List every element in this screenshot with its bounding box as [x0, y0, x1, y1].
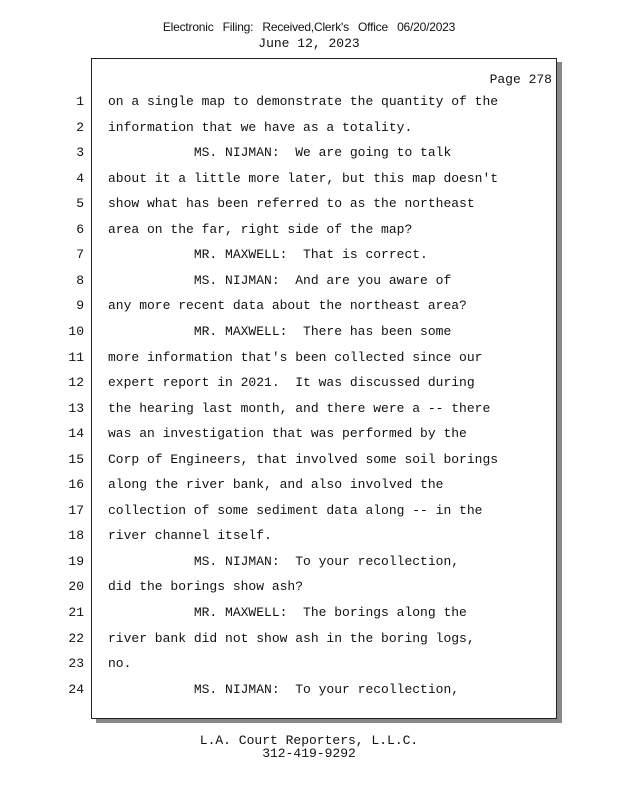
- transcript-line: [0, 273, 560, 293]
- line-number: 8: [76, 272, 84, 288]
- transcript-line: [0, 94, 560, 114]
- line-number: 10: [68, 323, 84, 339]
- transcript-line: [0, 350, 560, 370]
- line-text: MS. NIJMAN: To your recollection,: [108, 681, 460, 697]
- transcript-line: [0, 579, 560, 599]
- line-text: show what has been referred to as the northeast: [108, 196, 475, 212]
- line-text: MR. MAXWELL: That is correct.: [108, 247, 428, 263]
- line-text: the hearing last month, and there were a -- there: [108, 400, 491, 416]
- line-text: Corp of Engineers, that involved some soil borings: [108, 451, 499, 467]
- line-text: was an investigation that was performed by the: [108, 426, 467, 442]
- transcript-line: [0, 503, 560, 523]
- transcript-line: [0, 120, 560, 140]
- transcript-line: [0, 452, 560, 472]
- line-number: 18: [68, 528, 84, 544]
- transcript-line: [0, 477, 560, 497]
- line-number: 11: [68, 349, 84, 365]
- transcript-line: [0, 171, 560, 191]
- line-number: 5: [76, 196, 84, 212]
- transcript-line: [0, 145, 560, 165]
- line-number: 22: [68, 630, 84, 646]
- line-text: MR. MAXWELL: There has been some: [108, 323, 452, 339]
- line-text: collection of some sediment data along -- in the: [108, 502, 483, 518]
- line-number: 20: [68, 579, 84, 595]
- line-text: river bank did not show ash in the boring logs,: [108, 630, 475, 646]
- line-number: 17: [68, 502, 84, 518]
- line-text: about it a little more later, but this map doesn't: [108, 170, 499, 186]
- line-number: 9: [76, 298, 84, 314]
- transcript-line: [0, 324, 560, 344]
- line-number: 19: [68, 553, 84, 569]
- line-text: on a single map to demonstrate the quantity of the: [108, 94, 499, 109]
- transcript-line: [0, 426, 560, 446]
- line-number: 24: [68, 681, 84, 697]
- line-text: more information that's been collected since our: [108, 349, 483, 365]
- footer-phone: 312-419-9292: [262, 746, 356, 761]
- line-text: MS. NIJMAN: And are you aware of: [108, 272, 452, 288]
- page-number: Page 278: [489, 72, 552, 87]
- line-text: river channel itself.: [108, 528, 272, 544]
- line-number: 7: [76, 247, 84, 263]
- line-number: 21: [68, 605, 84, 620]
- line-number: 23: [68, 656, 84, 672]
- line-text: area on the far, right side of the map?: [108, 221, 413, 237]
- line-number: 1: [76, 94, 84, 109]
- line-text: MS. NIJMAN: We are going to talk: [108, 145, 452, 161]
- line-number: 3: [76, 145, 84, 161]
- line-number: 2: [76, 119, 84, 135]
- transcript-line: [0, 196, 560, 216]
- line-number: 15: [68, 451, 84, 467]
- filing-stamp: Electronic Filing: Received,Clerk's Office 06/20/2023: [162, 20, 456, 34]
- transcript-line: [0, 656, 560, 676]
- transcript-line: [0, 682, 560, 702]
- transcript-line: [0, 247, 560, 267]
- transcript-line: [0, 605, 560, 625]
- line-number: 16: [68, 477, 84, 493]
- transcript-line: [0, 631, 560, 651]
- line-text: MS. NIJMAN: To your recollection,: [108, 553, 460, 569]
- transcript-line: [0, 554, 560, 574]
- line-text: information that we have as a totality.: [108, 119, 413, 135]
- line-number: 4: [76, 170, 84, 186]
- line-text: MR. MAXWELL: The borings along the: [108, 605, 467, 620]
- transcript-line: [0, 528, 560, 548]
- line-text: no.: [108, 656, 132, 672]
- line-text: expert report in 2021. It was discussed during: [108, 375, 475, 391]
- transcript-line: [0, 375, 560, 395]
- transcript-line: [0, 401, 560, 421]
- line-text: along the river bank, and also involved the: [108, 477, 444, 493]
- line-number: 13: [68, 400, 84, 416]
- line-text: any more recent data about the northeast area?: [108, 298, 467, 314]
- footer-company: L.A. Court Reporters, L.L.C.: [199, 733, 419, 748]
- transcript-date: June 12, 2023: [258, 36, 360, 51]
- line-number: 14: [68, 426, 84, 442]
- transcript-line: [0, 298, 560, 318]
- line-number: 12: [68, 375, 84, 391]
- line-number: 6: [76, 221, 84, 237]
- line-text: did the borings show ash?: [108, 579, 304, 595]
- transcript-line: [0, 222, 560, 242]
